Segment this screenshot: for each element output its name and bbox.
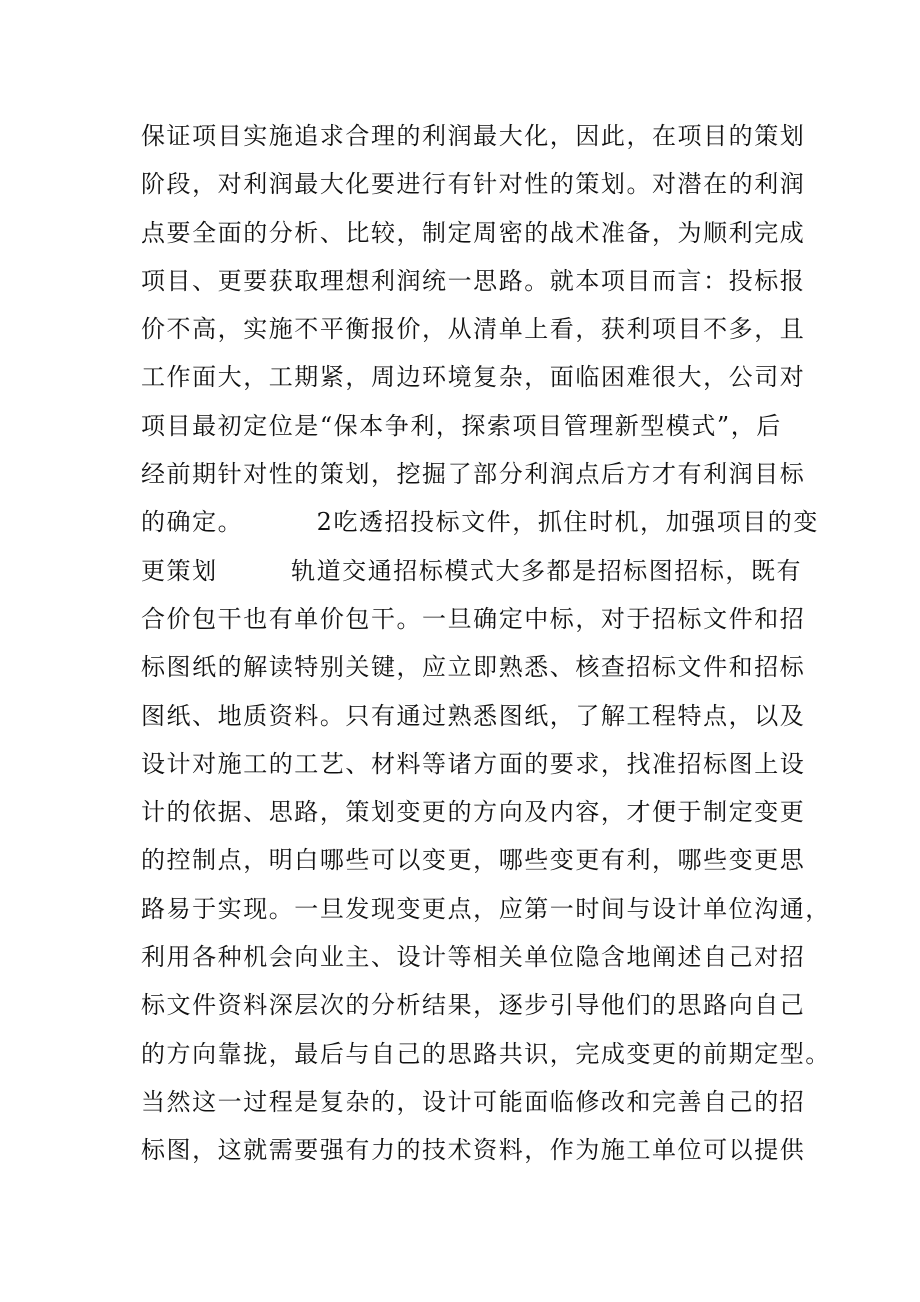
text-line: 的方向靠拢，最后与自己的思路共识，完成变更的前期定型。: [141, 1039, 831, 1068]
text-line: 计的依据、思路，策划变更的方向及内容，才便于制定变更: [141, 798, 806, 827]
text-line: 阶段，对利润最大化要进行有针对性的策划。对潜在的利润: [141, 170, 806, 199]
text-line: 项目最初定位是“保本争利，探索项目管理新型模式”，后: [141, 411, 782, 440]
text-line: 保证项目实施追求合理的利润最大化，因此，在项目的策划: [141, 122, 806, 150]
text-line: 工作面大，工期紧，周边环境复杂，面临困难很大，公司对: [141, 363, 806, 392]
text-line: 的确定。 2吃透招投标文件，抓住时机，加强项目的变: [141, 508, 819, 537]
text-line: 价不高，实施不平衡报价，从清单上看，获利项目不多，且: [141, 315, 806, 344]
text-line: 点要全面的分析、比较，制定周密的战术准备，为顺利完成: [141, 218, 806, 247]
body-text: [141, 112, 831, 1175]
text-line: 合价包干也有单价包干。一旦确定中标，对于招标文件和招: [141, 604, 806, 633]
text-line: 更策划 轨道交通招标模式大多都是招标图招标，既有: [141, 556, 803, 585]
text-line: 的控制点，明白哪些可以变更，哪些变更有利，哪些变更思: [141, 846, 806, 875]
text-line: 设计对施工的工艺、材料等诸方面的要求，找准招标图上设: [141, 749, 806, 778]
text-line: 图纸、地质资料。只有通过熟悉图纸，了解工程特点，以及: [141, 701, 806, 730]
text-line: 经前期针对性的策划，挖掘了部分利润点后方才有利润目标: [141, 460, 806, 489]
text-line: 利用各种机会向业主、设计等相关单位隐含地阐述自己对招: [141, 943, 806, 972]
text-line: 当然这一过程是复杂的，设计可能面临修改和完善自己的招: [141, 1087, 806, 1116]
text-line: 项目、更要获取理想利润统一思路。就本项目而言：投标报: [141, 266, 806, 295]
text-line: 路易于实现。一旦发现变更点，应第一时间与设计单位沟通，: [141, 894, 831, 923]
text-line: 标文件资料深层次的分析结果，逐步引导他们的思路向自己: [141, 991, 806, 1020]
text-line: 标图纸的解读特别关键，应立即熟悉、核查招标文件和招标: [141, 653, 806, 682]
text-line: 标图，这就需要强有力的技术资料，作为施工单位可以提供: [141, 1136, 806, 1165]
